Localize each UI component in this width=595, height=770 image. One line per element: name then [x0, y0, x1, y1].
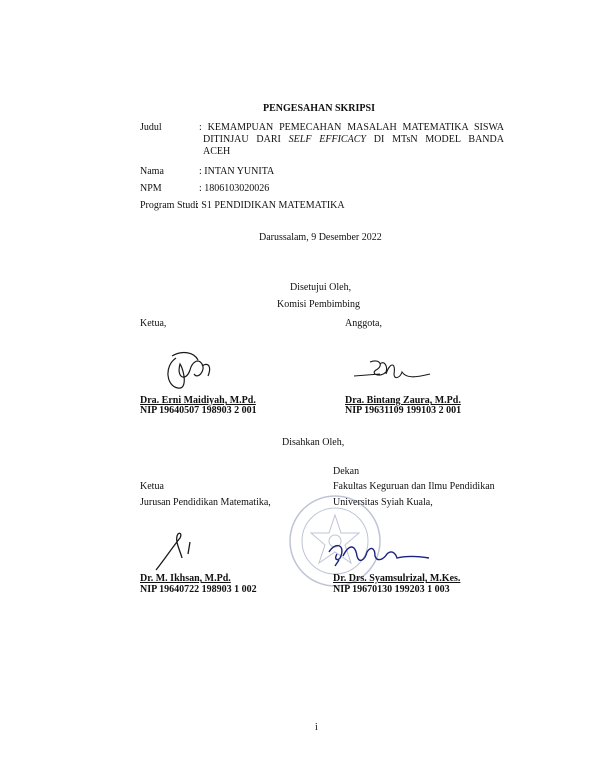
chair-name: Dra. Erni Maidiyah, M.Pd. — [140, 395, 256, 406]
chair-signature — [158, 348, 218, 396]
prodi-value: : S1 PENDIDIKAN MATEMATIKA — [196, 200, 345, 211]
member-nip: NIP 19631109 199103 2 001 — [345, 405, 462, 416]
dean-signature — [325, 538, 435, 570]
judul-line-1: : KEMAMPUAN PEMECAHAN MASALAH MATEMATIKA SISWA — [199, 122, 504, 133]
dean-nip: NIP 19670130 199203 1 003 — [333, 584, 450, 595]
page-number: i — [315, 722, 318, 733]
nama-value: : INTAN YUNITA — [199, 166, 275, 177]
head-unit: Jurusan Pendidikan Matematika, — [140, 497, 271, 508]
prodi-label: Program Studi — [140, 200, 199, 211]
judul-label: Judul — [140, 122, 162, 133]
committee-title: Komisi Pembimbing — [277, 299, 361, 310]
member-signature — [350, 354, 440, 390]
judul-line-2: DITINJAU DARI SELF EFFICACY DI MTsN MODEL BANDA — [203, 134, 504, 145]
npm-label: NPM — [140, 183, 162, 194]
ratified-by: Disahkan Oleh, — [282, 437, 345, 448]
place-date: Darussalam, 9 Desember 2022 — [259, 232, 382, 243]
member-label: Anggota, — [345, 318, 382, 329]
head-role: Ketua — [140, 481, 164, 492]
nama-label: Nama — [140, 166, 164, 177]
chair-label: Ketua, — [140, 318, 167, 329]
dean-name: Dr. Drs. Syamsulrizal, M.Kes. — [333, 573, 461, 584]
head-signature — [150, 520, 210, 576]
dean-unit-1: Fakultas Keguruan dan Ilmu Pendidikan — [333, 481, 495, 492]
head-name: Dr. M. Ikhsan, M.Pd. — [140, 573, 231, 584]
judul-line-3: ACEH — [203, 146, 231, 157]
head-nip: NIP 19640722 198903 1 002 — [140, 584, 257, 595]
judul-italic-term: SELF EFFICACY — [288, 134, 366, 145]
judul-value — [199, 122, 504, 158]
page-heading: PENGESAHAN SKRIPSI — [263, 103, 375, 114]
chair-nip: NIP 19640507 198903 2 001 — [140, 405, 257, 416]
dean-unit-2: Universitas Syiah Kuala, — [333, 497, 433, 508]
approved-by: Disetujui Oleh, — [290, 282, 352, 293]
member-name: Dra. Bintang Zaura, M.Pd. — [345, 395, 461, 406]
dean-role: Dekan — [333, 466, 360, 477]
npm-value: : 1806103020026 — [199, 183, 270, 194]
